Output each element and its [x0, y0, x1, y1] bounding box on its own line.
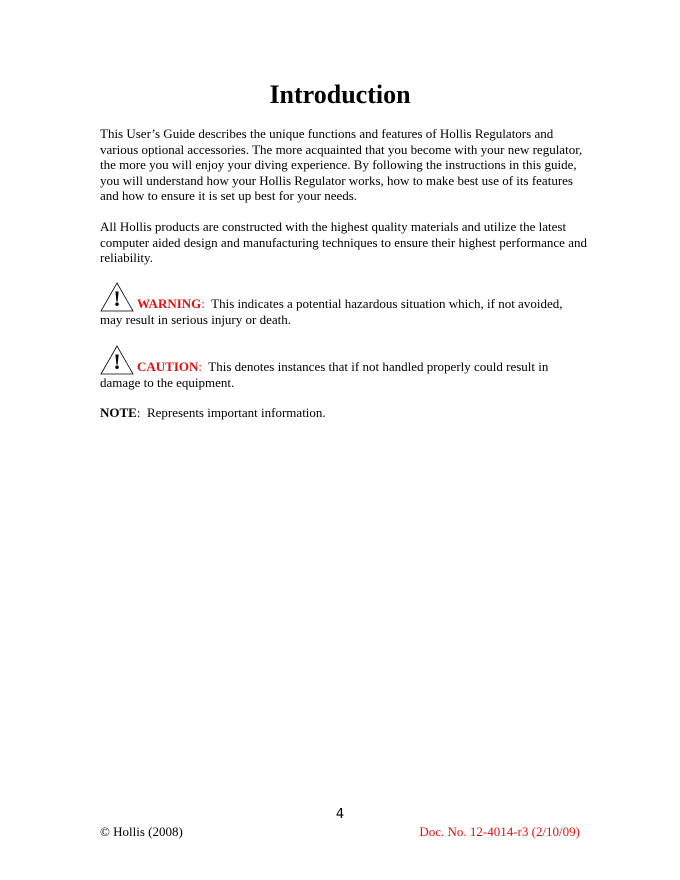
- caution-triangle-icon: [100, 345, 134, 375]
- caution-text-rest: damage to the equipment.: [100, 375, 235, 390]
- warning-colon: :: [201, 296, 205, 312]
- note-keyword: NOTE: [100, 405, 137, 420]
- footer-copyright: © Hollis (2008): [100, 824, 183, 839]
- caution-first-line: [137, 359, 548, 375]
- footer-doc-number: Doc. No. 12-4014-r3 (2/10/09): [419, 824, 580, 839]
- warning-text-rest: may result in serious injury or death.: [100, 312, 291, 327]
- caution-text-first-line: This denotes instances that if not handled properly could result in: [202, 359, 549, 375]
- warning-keyword: WARNING: [137, 296, 202, 312]
- warning-first-line: [137, 296, 562, 312]
- page-title: Introduction: [269, 80, 411, 109]
- quality-paragraph: All Hollis products are constructed with the highest quality materials and utilize the latest computer aided design and manufacturing techniques to ensure their highest performance and reliability.: [100, 219, 587, 266]
- page-number: 4: [335, 807, 345, 822]
- caution-colon: :: [198, 359, 203, 375]
- warning-triangle-icon: [100, 282, 134, 312]
- svg-text:!: !: [113, 286, 121, 311]
- caution-keyword: CAUTION: [137, 359, 199, 375]
- note-text: : Represents important information.: [136, 405, 326, 420]
- warning-text-first-line: This indicates a potential hazardous situation which, if not avoided,: [204, 296, 563, 312]
- caution-notice: [100, 343, 590, 391]
- note-line: [100, 405, 326, 421]
- intro-paragraph: This User’s Guide describes the unique functions and features of Hollis Regulators and various optional accessories. The more acquainted that you become with your new regulator, the more you will enjoy your diving experience. By following the instructions in this guide, you will understand how your Hollis Regulator works, how to make best use of its features and how to ensure it is set up best for your needs.: [100, 126, 583, 204]
- svg-text:!: !: [113, 349, 121, 374]
- warning-notice: [100, 280, 590, 328]
